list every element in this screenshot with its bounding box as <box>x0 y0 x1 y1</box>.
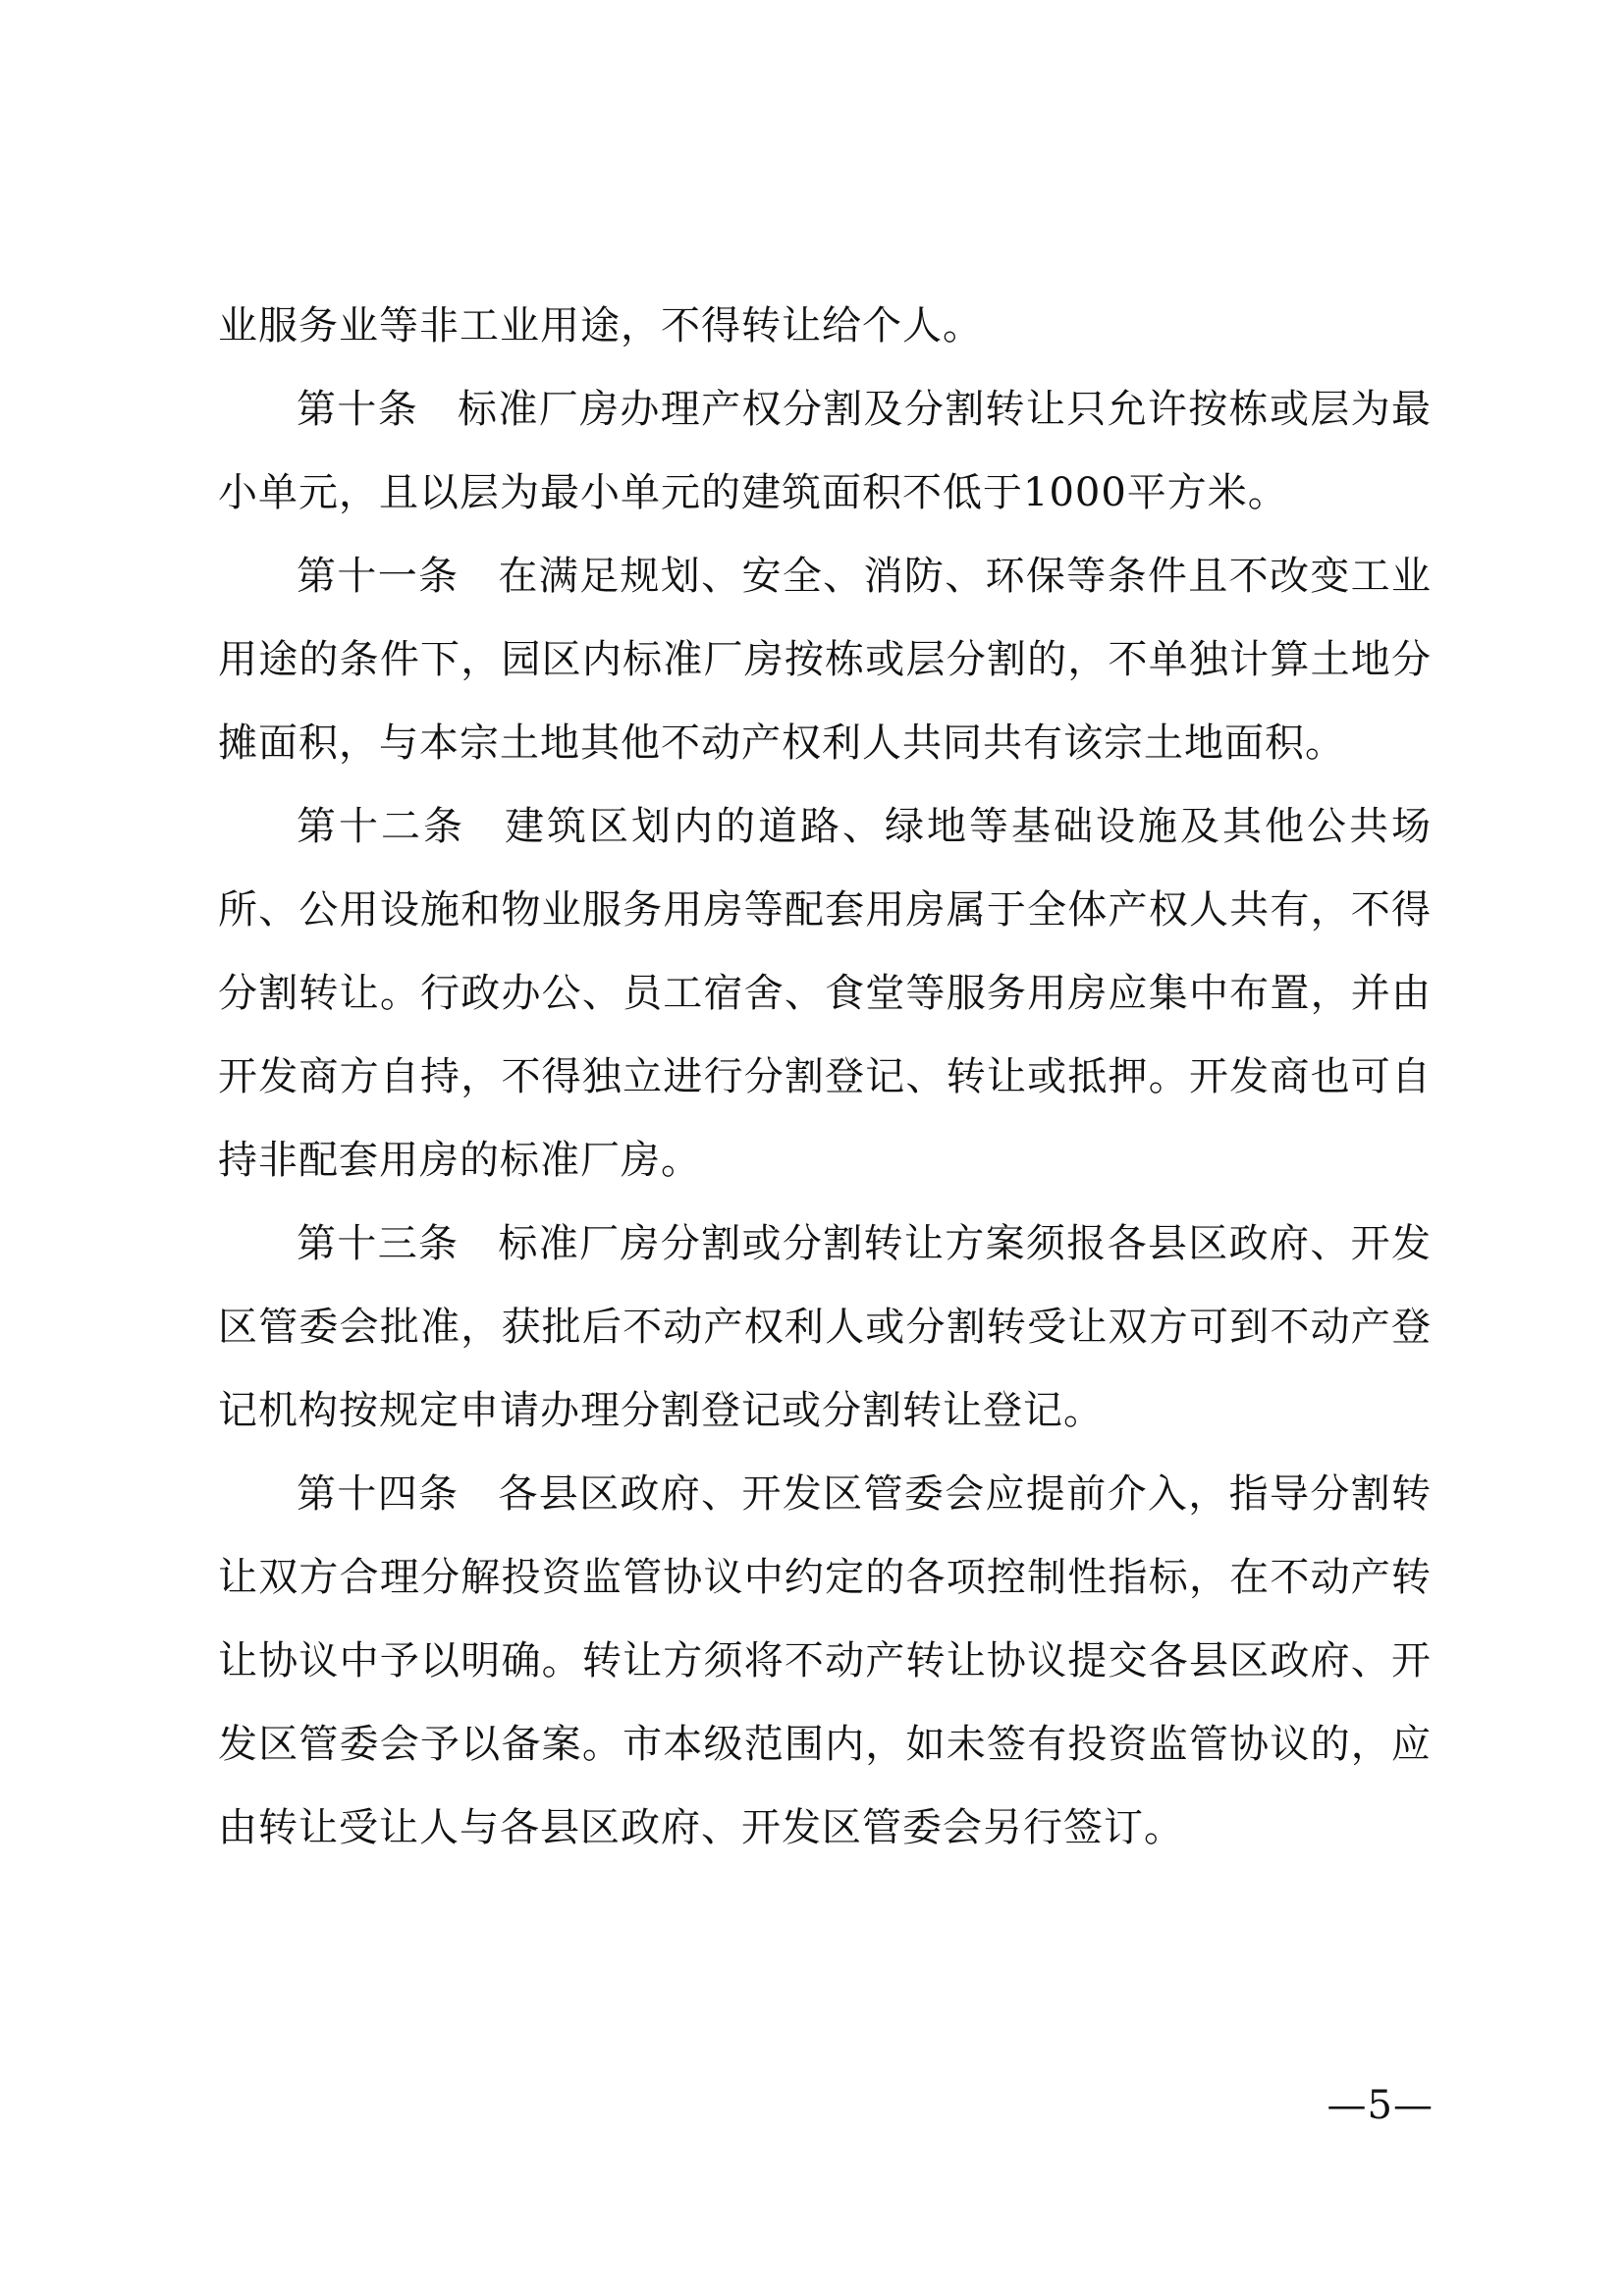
article-14-text: 各县区政府、开发区管委会应提前介入，指导分割转让双方合理分解投资监管协议中约定的各项控制性指标，在不动产转让协议中予以明确。转让方须将不动产转让协议提交各县区政府、开发区管委会予以备案。市本级范围内，如未签有投资监管协议的，应由转让受让人与各县区政府、开发区管委会另行签订。 <box>218 1471 1433 1850</box>
article-11 <box>218 535 1432 785</box>
article-12-text: 建筑区划内的道路、绿地等基础设施及其他公共场所、公用设施和物业服务用房等配套用房属于全体产权人共有，不得分割转让。行政办公、员工宿舍、食堂等服务用房应集中布置，并由开发商方自持，不得独立进行分割登记、转让或抵押。开发商也可自持非配套用房的标准厂房。 <box>218 804 1432 1183</box>
article-10 <box>218 368 1432 535</box>
article-10-number: 第十条 <box>297 387 419 432</box>
article-12-number: 第十二条 <box>297 804 465 849</box>
article-14 <box>218 1453 1432 1870</box>
article-12 <box>218 785 1432 1202</box>
article-13-number: 第十三条 <box>297 1221 460 1266</box>
article-13 <box>218 1202 1432 1453</box>
article-11-text: 在满足规划、安全、消防、环保等条件且不改变工业用途的条件下，园区内标准厂房按栋或层分割的，不单独计算土地分摊面积，与本宗土地其他不动产权利人共同共有该宗土地面积。 <box>218 554 1433 766</box>
page-number: —5— <box>1326 2083 1434 2128</box>
article-14-number: 第十四条 <box>297 1471 460 1517</box>
continuation-paragraph: 业服务业等非工业用途，不得转让给个人。 <box>218 303 983 348</box>
article-11-number: 第十一条 <box>297 554 460 599</box>
document-body <box>218 285 1432 1870</box>
article-10-text: 标准厂房办理产权分割及分割转让只允许按栋或层为最小单元，且以层为最小单元的建筑面积不低于1000平方米。 <box>218 387 1433 515</box>
article-13-text: 标准厂房分割或分割转让方案须报各县区政府、开发区管委会批准，获批后不动产权利人或分割转受让双方可到不动产登记机构按规定申请办理分割登记或分割转让登记。 <box>218 1221 1433 1433</box>
